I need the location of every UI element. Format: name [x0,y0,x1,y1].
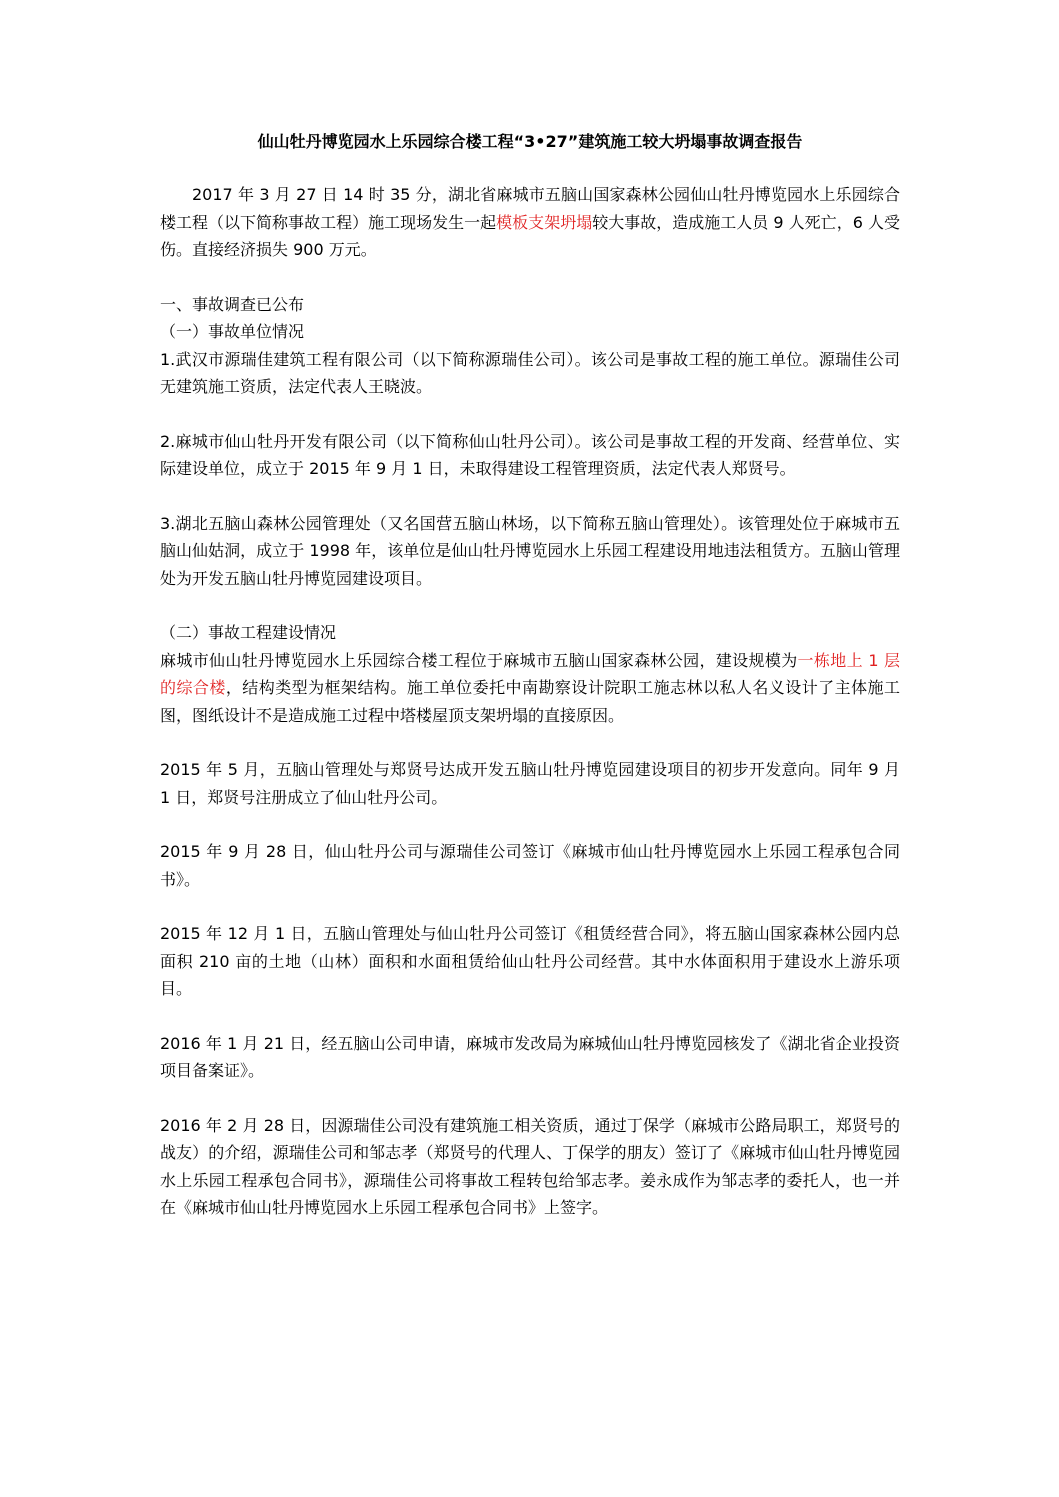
document-title: 仙山牡丹博览园水上乐园综合楼工程“3•27”建筑施工较大坍塌事故调查报告 [257,132,803,151]
project-highlight: 一栋地上 1 层的综合楼 [160,650,900,697]
event-paragraph: 2015 年 12 月 1 日，五脑山管理处与仙山牡丹公司签订《租赁经营合同》，将五脑山国家森林公园内总面积 210 亩的土地（山林）面积和水面租赁给仙山牡丹公司经营。其中水体面积用于建设水上游乐项目。 [160,924,900,998]
intro-text-post: 较大事故，造成施工人员 9 人死亡，6 人受伤。直接经济损失 900 万元。 [160,212,900,259]
section-heading: 一、事故调查已公布 [160,294,305,314]
project-paragraph [160,647,900,730]
subsection-heading: （一）事故单位情况 [160,322,305,341]
intro-highlight: 模板支架坍塌 [496,212,593,232]
unit-paragraph: 3.湖北五脑山森林公园管理处（又名国营五脑山林场，以下简称五脑山管理处）。该管理处位于麻城市五脑山仙姑洞，成立于 1998 年，该单位是仙山牡丹博览园水上乐园工程建设用地违法租赁方。五脑山管理处为开发五脑山牡丹博览园建设项目。 [160,513,900,588]
event-paragraph: 2015 年 9 月 28 日，仙山牡丹公司与源瑞佳公司签订《麻城市仙山牡丹博览园水上乐园工程承包合同书》。 [160,842,900,889]
subsection-heading: （二）事故工程建设情况 [160,623,337,642]
event-paragraph: 2016 年 2 月 28 日，因源瑞佳公司没有建筑施工相关资质，通过丁保学（麻城市公路局职工，郑贤号的战友）的介绍，源瑞佳公司和邹志孝（郑贤号的代理人、丁保学的朋友）签订了《麻城市仙山牡丹博览园水上乐园工程承包合同书》，源瑞佳公司将事故工程转包给邹志孝。姜永成作为邹志孝的委托人，也一并在《麻城市仙山牡丹博览园水上乐园工程承包合同书》上签字。 [160,1115,900,1217]
document-page [160,127,900,1222]
intro-paragraph [160,181,900,264]
event-paragraph: 2016 年 1 月 21 日，经五脑山公司申请，麻城市发改局为麻城仙山牡丹博览园核发了《湖北省企业投资项目备案证》。 [160,1033,900,1080]
project-text-pre: 麻城市仙山牡丹博览园水上乐园综合楼工程位于麻城市五脑山国家森林公园，建设规模为 [160,650,798,670]
event-paragraph: 2015 年 5 月，五脑山管理处与郑贤号达成开发五脑山牡丹博览园建设项目的初步开发意向。同年 9 月 1 日，郑贤号注册成立了仙山牡丹公司。 [160,760,900,807]
unit-paragraph: 2.麻城市仙山牡丹开发有限公司（以下简称仙山牡丹公司）。该公司是事故工程的开发商、经营单位、实际建设单位，成立于 2015 年 9 月 1 日，未取得建设工程管理资质，法定代表人郑贤号。 [160,431,900,478]
intro-text-pre: 2017 年 3 月 27 日 14 时 35 分，湖北省麻城市五脑山国家森林公园仙山牡丹博览园水上乐园综合楼工程（以下简称事故工程）施工现场发生一起 [160,185,900,232]
project-text-post: ，结构类型为框架结构。施工单位委托中南勘察设计院职工施志林以私人名义设计了主体施工图，图纸设计不是造成施工过程中塔楼屋顶支架坍塌的直接原因。 [160,678,900,725]
unit-paragraph: 1.武汉市源瑞佳建筑工程有限公司（以下简称源瑞佳公司）。该公司是事故工程的施工单位。源瑞佳公司无建筑施工资质，法定代表人王晓波。 [160,349,900,396]
